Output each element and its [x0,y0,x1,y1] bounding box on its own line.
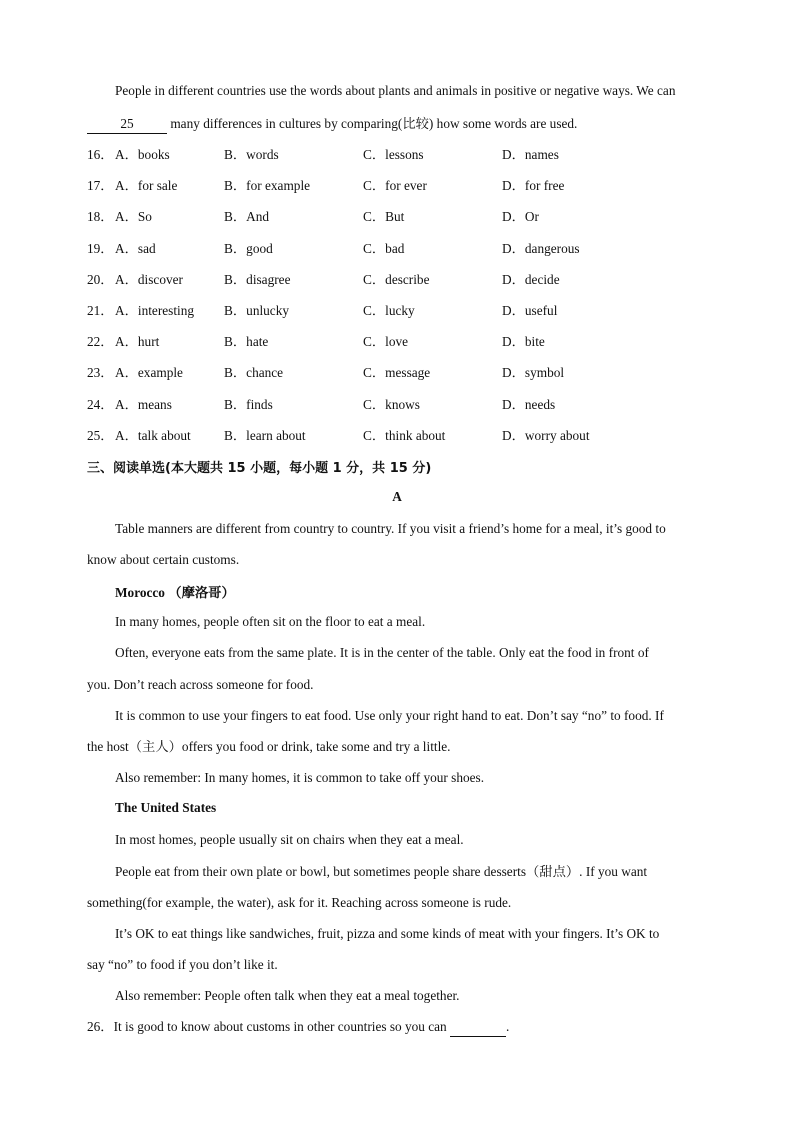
us-paragraph-3-line-2: say “no” to food if you don’t like it. [87,957,278,972]
option-c[interactable]: C．think about [363,428,446,443]
morocco-paragraph-2-line-2: you. Don’t reach across someone for food. [87,677,314,692]
morocco-paragraph-2-line-1: Often, everyone eats from the same plate. It is in the center of the table. Only eat the food in front of [115,645,649,660]
option-b[interactable]: B．unlucky [224,303,290,318]
option-a[interactable]: A．hurt [115,334,160,349]
us-paragraph-1: In most homes, people usually sit on chairs when they eat a meal. [115,832,464,847]
passage-intro-line-1: Table manners are different from country to country. If you visit a friend’s home for a meal, it’s good to [115,521,666,536]
morocco-paragraph-3-line-1: It is common to use your fingers to eat food. Use only your right hand to eat. Don’t say “no” to food. If [115,708,664,723]
option-c[interactable]: C．lucky [363,303,415,318]
us-paragraph-3-line-1: It’s OK to eat things like sandwiches, fruit, pizza and some kinds of meat with your fingers. It’s OK to [115,926,660,941]
question-number: 16． [87,147,114,162]
question-26-number: 26． [87,1019,114,1034]
option-b[interactable]: B．chance [224,365,284,380]
morocco-paragraph-3-line-2: the host（主人）offers you food or drink, take some and try a little. [87,739,451,754]
option-b[interactable]: B．good [224,241,273,256]
option-a[interactable]: A．example [115,365,183,380]
morocco-paragraph-4: Also remember: In many homes, it is common to take off your shoes. [115,770,485,785]
option-c[interactable]: C．for ever [363,178,427,193]
question-number: 21． [87,303,114,318]
question-number: 17． [87,178,114,193]
us-paragraph-2-line-1: People eat from their own plate or bowl, but sometimes people share desserts（甜点）. If you want [115,864,648,879]
option-c[interactable]: C．lessons [363,147,424,162]
option-c[interactable]: C．knows [363,397,420,412]
option-d[interactable]: D．needs [502,397,556,412]
question-26-blank[interactable] [450,1018,506,1037]
blank-number: 25 [120,116,134,131]
question-number: 20． [87,272,114,287]
option-a[interactable]: A．So [115,209,152,224]
us-heading: The United States [115,800,217,815]
question-26-text: It is good to know about customs in other countries so you can [113,1019,447,1034]
option-c[interactable]: C．But [363,209,405,224]
morocco-paragraph-1: In many homes, people often sit on the floor to eat a meal. [115,614,426,629]
us-paragraph-4: Also remember: People often talk when they eat a meal together. [115,988,460,1003]
intro-line-2 [87,115,577,134]
option-d[interactable]: D．decide [502,272,560,287]
option-a[interactable]: A．interesting [115,303,195,318]
option-a[interactable]: A．books [115,147,170,162]
option-b[interactable]: B．for example [224,178,311,193]
option-c[interactable]: C．describe [363,272,430,287]
intro-line-2-text: many differences in cultures by comparing(比较) how some words are used. [170,116,578,131]
cloze-blank-25[interactable] [87,115,167,134]
option-a[interactable]: A．means [115,397,172,412]
option-c[interactable]: C．message [363,365,431,380]
question-number: 18． [87,209,114,224]
intro-line-1: People in different countries use the words about plants and animals in positive or negative ways. We can [115,83,676,98]
question-number: 24． [87,397,114,412]
question-number: 22． [87,334,114,349]
option-d[interactable]: D．symbol [502,365,565,380]
option-a[interactable]: A．talk about [115,428,191,443]
us-paragraph-2-line-2: something(for example, the water), ask for it. Reaching across someone is rude. [87,895,512,910]
question-number: 19． [87,241,114,256]
option-d[interactable]: D．bite [502,334,545,349]
option-d[interactable]: D．useful [502,303,558,318]
option-d[interactable]: D．for free [502,178,565,193]
question-number: 23． [87,365,114,380]
passage-label: A [392,489,402,504]
option-b[interactable]: B．finds [224,397,273,412]
option-d[interactable]: D．names [502,147,559,162]
question-26: 26．It is good to know about customs in other countries so you can . [87,1018,509,1037]
option-c[interactable]: C．bad [363,241,405,256]
option-a[interactable]: A．discover [115,272,183,287]
option-a[interactable]: A．sad [115,241,156,256]
option-c[interactable]: C．love [363,334,409,349]
option-b[interactable]: B．words [224,147,279,162]
section-title: 三、阅读单选(本大题共 15 小题，每小题 1 分，共 15 分) [87,461,432,476]
question-number: 25． [87,428,114,443]
option-a[interactable]: A．for sale [115,178,178,193]
option-d[interactable]: D．worry about [502,428,590,443]
option-b[interactable]: B．learn about [224,428,306,443]
passage-intro-line-2: know about certain customs. [87,552,240,567]
option-d[interactable]: D．Or [502,209,539,224]
morocco-heading: Morocco （摩洛哥） [115,585,235,600]
option-b[interactable]: B．And [224,209,270,224]
option-b[interactable]: B．disagree [224,272,291,287]
option-b[interactable]: B．hate [224,334,269,349]
option-d[interactable]: D．dangerous [502,241,580,256]
